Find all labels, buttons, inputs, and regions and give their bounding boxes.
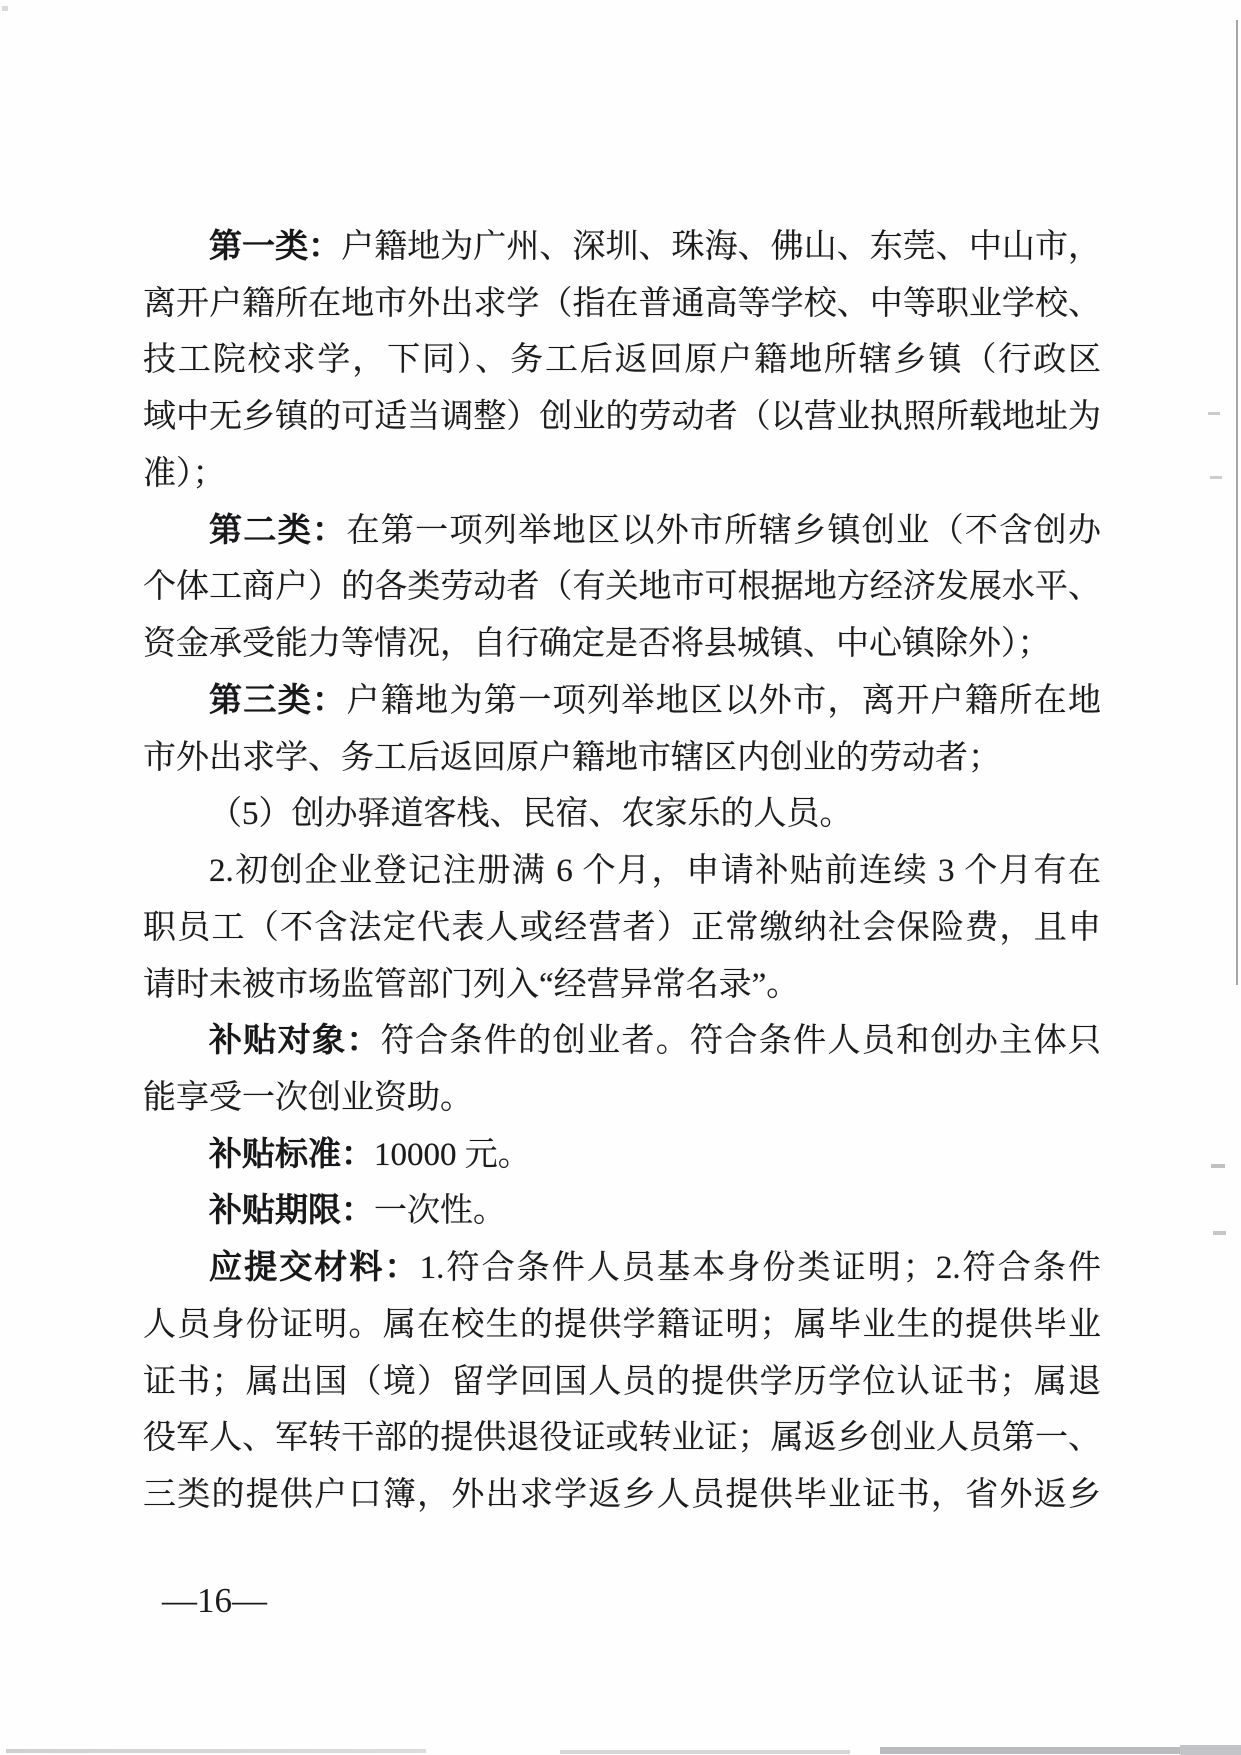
text-line [143,332,1101,389]
text-line [143,957,1101,1014]
scan-bottom-edge-shadow [1180,1745,1241,1755]
text-line [143,1297,1101,1354]
text-line [143,503,1101,560]
text-line-text: 市外出求学、务工后返回原户籍地市辖区内创业的劳动者； [143,739,1001,776]
text-line-label: 第一类： [209,229,342,265]
text-line [143,673,1101,730]
scan-bottom-edge-shadow [6,1749,426,1753]
text-line [143,1410,1101,1467]
text-line-text: 能享受一次创业资助。 [143,1080,473,1117]
text-line [143,616,1101,673]
text-line [143,1013,1101,1070]
text-line-text: 役军人、军转干部的提供退役证或转业证；属返乡创业人员第一、 [143,1420,1101,1457]
text-line-text: 职员工（不含法定代表人或经营者）正常缴纳社会保险费，且申 [143,909,1101,946]
text-line-text: 一次性。 [374,1193,506,1230]
page-number: —16— [162,1581,267,1620]
text-line-text: 1.符合条件人员基本身份类证明；2.符合条件 [419,1250,1102,1287]
text-line-text: 技工院校求学，下同）、务工后返回原户籍地所辖乡镇（行政区 [143,342,1101,379]
text-line-label: 补贴标准： [209,1136,374,1173]
text-line [143,276,1101,333]
text-line-label: 补贴期限： [209,1193,374,1230]
text-line-text: 2.初创企业登记注册满 6 个月，申请补贴前连续 3 个月有在 [209,853,1101,890]
text-line [143,389,1101,446]
text-line [143,1354,1101,1411]
text-line-text: 10000 元。 [374,1136,531,1173]
scan-speck [1208,412,1220,415]
scan-bottom-edge-shadow [560,1750,850,1754]
scan-speck [1210,476,1222,479]
text-line-text: 准）； [143,455,226,492]
scan-speck [2,6,8,11]
scan-speck [1213,1231,1226,1235]
text-line-text: 三类的提供户口簿，外出求学返乡人员提供毕业证书，省外返乡 [143,1477,1101,1514]
text-line-text: 离开户籍所在地市外出求学（指在普通高等学校、中等职业学校、 [143,285,1101,322]
text-line-text: 证书；属出国（境）留学回国人员的提供学历学位认证书；属退 [143,1363,1101,1400]
text-line [143,1240,1101,1297]
text-line-text: （5）创办驿道客栈、民宿、农家乐的人员。 [209,796,853,833]
text-line [143,446,1101,503]
scan-right-edge-line [1236,20,1238,985]
text-line-label: 第三类： [209,682,347,719]
text-line-text: 请时未被市场监管部门列入“经营异常名录”。 [143,966,800,1003]
text-line-text: 资金承受能力等情况，自行确定是否将县城镇、中心镇除外）； [143,626,1051,663]
scan-speck [1211,1164,1225,1168]
text-line [143,219,1101,276]
text-line-text: 符合条件的创业者。符合条件人员和创办主体只 [380,1023,1102,1060]
text-line [143,730,1101,787]
text-line-label: 补贴对象： [209,1023,381,1060]
text-line-label: 应提交材料： [209,1250,420,1287]
text-line [143,843,1101,900]
text-line-text: 人员身份证明。属在校生的提供学籍证明；属毕业生的提供毕业 [143,1306,1101,1343]
document-body [143,219,1101,1524]
text-line-text: 户籍地为第一项列举地区以外市，离开户籍所在地 [346,682,1102,719]
text-line [143,559,1101,616]
text-line [143,900,1101,957]
text-line-text: 域中无乡镇的可适当调整）创业的劳动者（以营业执照所载地址为 [143,399,1101,436]
text-line [143,1070,1101,1127]
text-line-text: 在第一项列举地区以外市所辖乡镇创业（不含创办 [346,512,1102,549]
text-line-text: 个体工商户）的各类劳动者（有关地市可根据地方经济发展水平、 [143,569,1101,606]
text-line [143,1467,1101,1524]
text-line [143,1127,1101,1184]
text-line [143,786,1101,843]
text-line-text: 户籍地为广州、深圳、珠海、佛山、东莞、中山市， [341,229,1102,265]
text-line [143,1183,1101,1240]
text-line-label: 第二类： [209,512,347,549]
